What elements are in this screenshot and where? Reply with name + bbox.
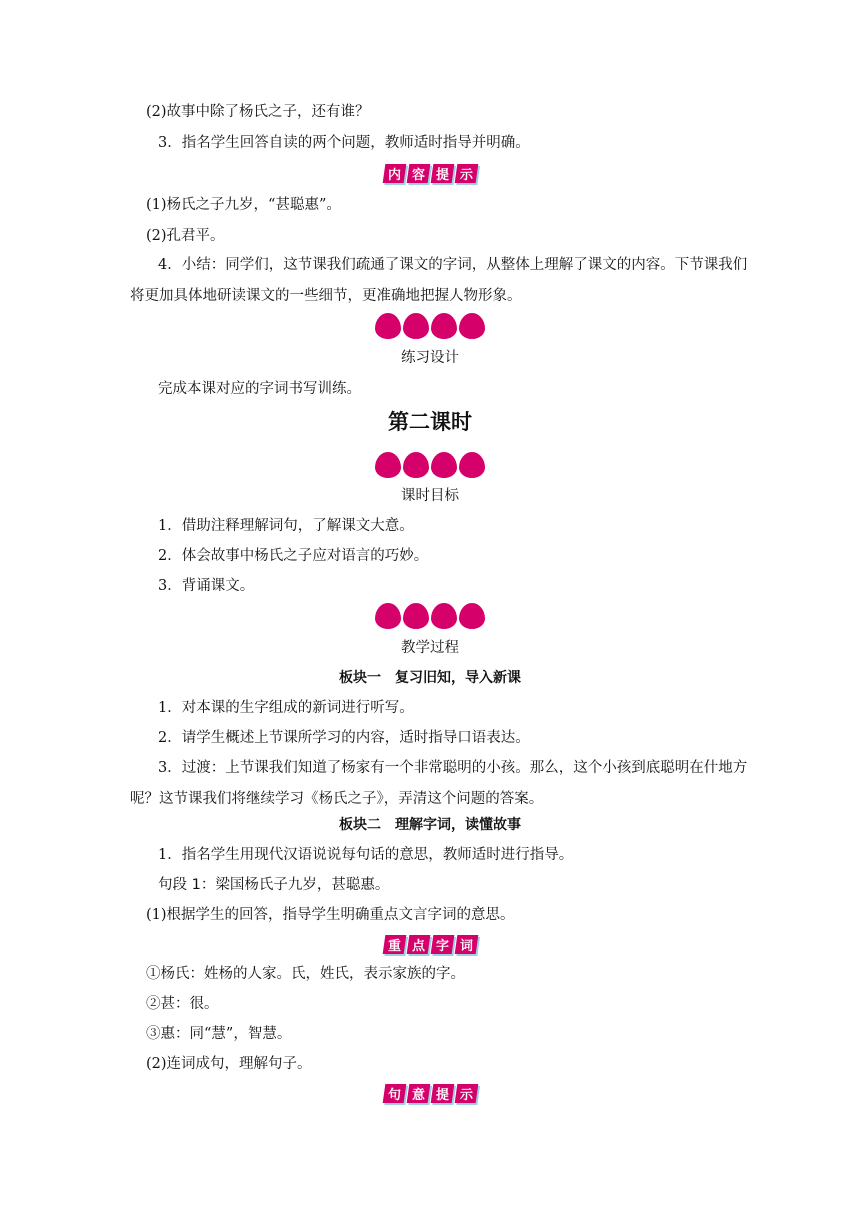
- paragraph: 2．体会故事中杨氏之子应对语言的巧妙。: [158, 548, 429, 564]
- banner-char: [454, 1084, 478, 1103]
- petal: [403, 452, 429, 478]
- petal: [459, 603, 485, 629]
- banner-char: [382, 935, 406, 954]
- banner-char-text: 示: [459, 1088, 473, 1103]
- banner-char-text: 提: [435, 1088, 449, 1103]
- paragraph: ①杨氏：姓杨的人家。氏，姓氏，表示家族的字。: [146, 966, 465, 982]
- banner-char: [430, 1084, 454, 1103]
- banner-char-text: 意: [411, 1088, 425, 1103]
- paragraph: 3．背诵课文。: [158, 578, 255, 594]
- paragraph: 1．借助注释理解词句，了解课文大意。: [158, 518, 414, 534]
- section-heading: 课时目标: [401, 488, 459, 504]
- banner-char: [406, 164, 430, 183]
- banner-char: [406, 935, 430, 954]
- banner-char: [430, 935, 454, 954]
- banner-char-text: 点: [411, 939, 425, 954]
- petal: [375, 452, 401, 478]
- paragraph: 1．指名学生用现代汉语说说每句话的意思，教师适时进行指导。: [158, 847, 574, 863]
- banner-char-text: 句: [387, 1088, 401, 1103]
- banner-char-text: 字: [435, 939, 449, 954]
- paragraph: 3．指名学生回答自读的两个问题，教师适时指导并明确。: [158, 135, 530, 151]
- banner-char: [382, 1084, 406, 1103]
- paragraph: ②甚：很。: [146, 996, 219, 1012]
- banner-char: [406, 1084, 430, 1103]
- banner-char-text: 内: [387, 168, 401, 183]
- paragraph: (2)故事中除了杨氏之子，还有谁？: [146, 104, 370, 120]
- banner-char-text: 重: [387, 939, 401, 954]
- petal: [459, 313, 485, 339]
- paragraph: (1)杨氏之子九岁，“甚聪惠”。: [146, 197, 341, 213]
- petal: [375, 313, 401, 339]
- petal: [403, 313, 429, 339]
- paragraph: 1．对本课的生字组成的新词进行听写。: [158, 700, 414, 716]
- petal: [431, 313, 457, 339]
- sentence-label: 句段 1：: [158, 877, 216, 893]
- banner-char: [430, 164, 454, 183]
- sentence-tip-banner: [0, 1084, 860, 1103]
- paragraph: 4．小结：同学们，这节课我们疏通了课文的字词，从整体上理解了课文的内容。下节课我们将更加具体地研读课文的一些细节，更准确地把握人物形象。: [130, 257, 748, 304]
- banner-char: [382, 164, 406, 183]
- paragraph: [158, 875, 389, 895]
- banner-char-text: 示: [459, 168, 473, 183]
- banner-char: [454, 935, 478, 954]
- content-tip-banner: [0, 164, 860, 183]
- paragraph: 3．过渡：上节课我们知道了杨家有一个非常聪明的小孩。那么，这个小孩到底聪明在什地方呢？这节课我们将继续学习《杨氏之子》，弄清这个问题的答案。: [130, 760, 748, 807]
- paragraph: (2)孔君平。: [146, 228, 225, 244]
- paragraph: 完成本课对应的字词书写训练。: [158, 381, 361, 397]
- section-heading: 练习设计: [401, 350, 459, 366]
- banner-char: [454, 164, 478, 183]
- banner-char-text: 词: [459, 939, 473, 954]
- petal-divider: [0, 452, 860, 478]
- block-heading: 板块二 理解字词，读懂故事: [339, 817, 521, 833]
- lesson-title: 第二课时: [388, 410, 472, 434]
- paragraph: (2)连词成句，理解句子。: [146, 1056, 312, 1072]
- key-words-banner: [0, 935, 860, 954]
- block-heading: 板块一 复习旧知，导入新课: [339, 670, 521, 686]
- petal: [375, 603, 401, 629]
- section-heading: 教学过程: [401, 640, 459, 656]
- banner-char-text: 提: [435, 168, 449, 183]
- paragraph: (1)根据学生的回答，指导学生明确重点文言字词的意思。: [146, 907, 515, 923]
- petal-divider: [0, 313, 860, 339]
- petal: [431, 603, 457, 629]
- petal: [459, 452, 485, 478]
- banner-char-text: 容: [411, 168, 425, 183]
- petal-divider: [0, 603, 860, 629]
- petal: [431, 452, 457, 478]
- paragraph: 2．请学生概述上节课所学习的内容，适时指导口语表达。: [158, 730, 530, 746]
- petal: [403, 603, 429, 629]
- sentence-text: 梁国杨氏子九岁，甚聪惠。: [215, 877, 390, 893]
- paragraph: ③惠：同“慧”，智慧。: [146, 1026, 292, 1042]
